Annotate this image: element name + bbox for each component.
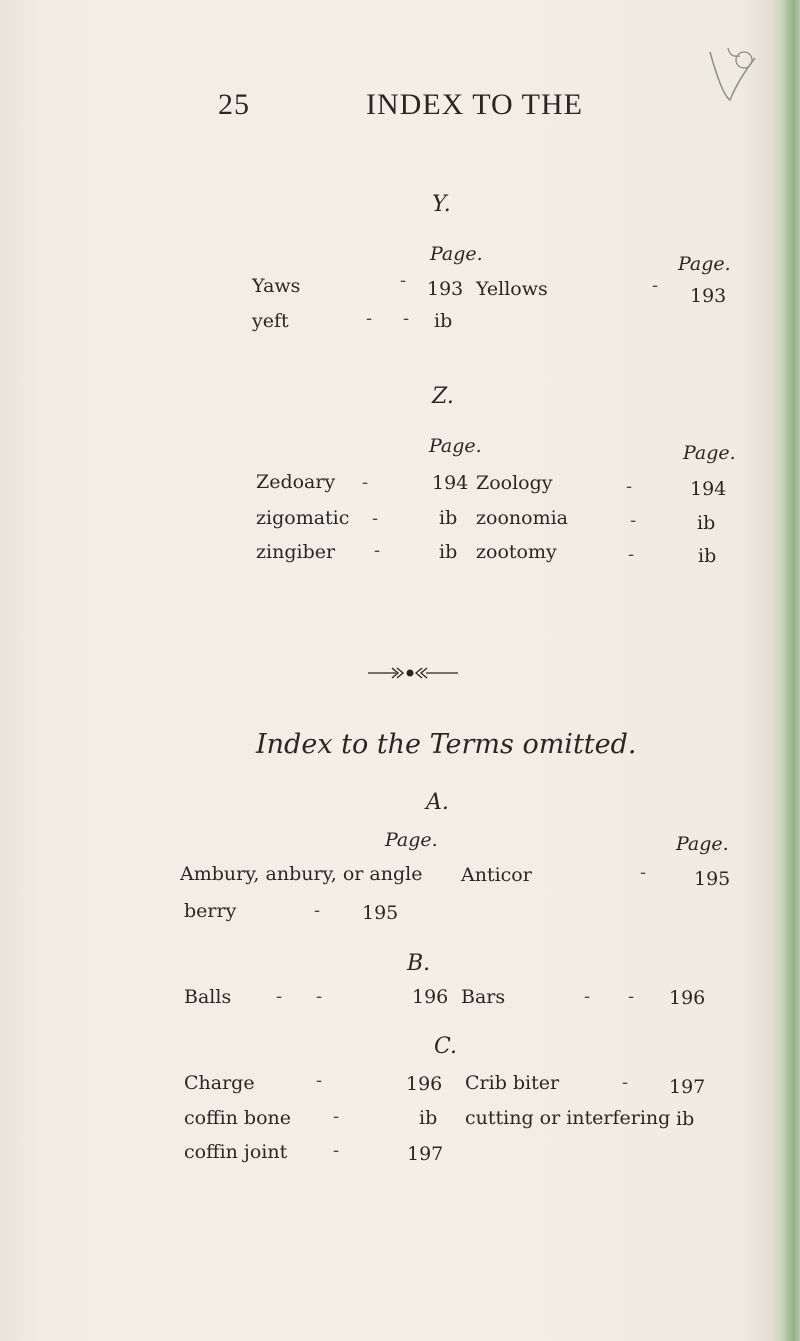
section-letter-z: Z. [432, 384, 454, 409]
column-head-page-right: Page. [676, 833, 729, 855]
column-head-page-right: Page. [683, 442, 736, 464]
index-term: zootomy [476, 541, 557, 563]
omitted-index-title: Index to the Terms omitted. [256, 729, 637, 760]
page-ref: 195 [694, 868, 731, 890]
page-ref: 193 [690, 285, 727, 307]
column-head-page-left: Page. [430, 243, 483, 265]
page-ref: 196 [412, 986, 449, 1008]
page-edge [758, 0, 800, 1341]
section-letter-b: B. [407, 951, 431, 976]
index-term: zigomatic [256, 507, 350, 529]
index-term: Anticor [461, 864, 532, 886]
page-ref: ib [419, 1107, 438, 1129]
section-letter-c: C. [434, 1034, 458, 1059]
page-ref: ib [434, 310, 453, 332]
page-ref: 196 [406, 1073, 443, 1095]
section-letter-y: Y. [432, 192, 451, 217]
index-term: coffin bone [184, 1107, 292, 1129]
index-term: Zedoary [256, 471, 336, 493]
running-title: INDEX TO THE [366, 88, 583, 121]
index-term: Crib biter [465, 1072, 560, 1094]
page-ref: 194 [690, 478, 727, 500]
section-letter-a: A. [426, 790, 449, 815]
page-ref: ib [676, 1108, 695, 1130]
index-term: Charge [184, 1072, 255, 1094]
page-ref: 194 [432, 472, 469, 494]
index-term: cutting or interfering [465, 1107, 671, 1129]
page-ref: 193 [427, 278, 464, 300]
library-stamp-icon [700, 40, 770, 110]
index-term: Yaws [252, 275, 301, 297]
index-term: Bars [461, 986, 506, 1008]
index-term: Balls [184, 986, 232, 1008]
index-term: zoonomia [476, 507, 568, 529]
column-head-page-left: Page. [385, 829, 438, 851]
column-head-page-left: Page. [429, 435, 482, 457]
page-ref: ib [697, 512, 716, 534]
page-ref: ib [439, 507, 458, 529]
index-term: Yellows [476, 278, 548, 300]
index-term: yeft [252, 310, 289, 332]
index-term: berry [184, 900, 237, 922]
index-term: zingiber [256, 541, 336, 563]
page-ref: 195 [362, 902, 399, 924]
page-ref: ib [439, 541, 458, 563]
index-term: coffin joint [184, 1141, 288, 1163]
page-number: 25 [218, 88, 250, 121]
page-ref: 197 [407, 1143, 444, 1165]
column-head-page-right: Page. [678, 253, 731, 275]
page-ref: 196 [669, 987, 706, 1009]
page-ref: ib [698, 545, 717, 567]
index-term: Zoology [476, 472, 553, 494]
ornament-rule-icon [368, 662, 458, 684]
index-term: Ambury, anbury, or angle [180, 863, 423, 885]
page-ref: 197 [669, 1076, 706, 1098]
